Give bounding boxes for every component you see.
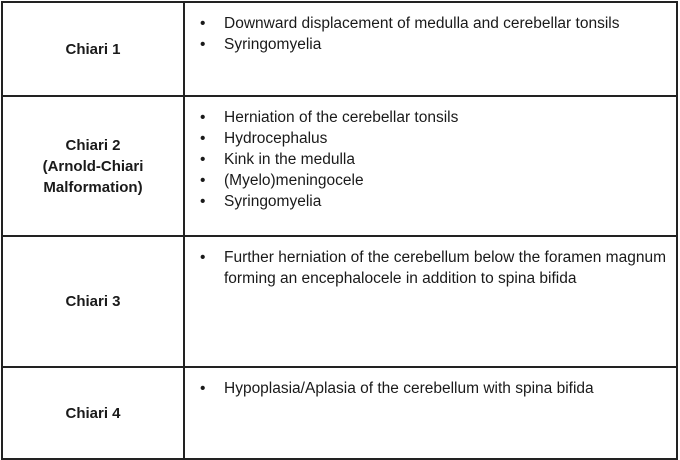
table-row-chiari-3 (2, 236, 677, 367)
feature-item: • Herniation of the cerebellar tonsils (185, 107, 676, 128)
table-row-chiari-4 (2, 367, 677, 459)
table-row-chiari-2 (2, 96, 677, 236)
features-list (185, 237, 676, 289)
features-list (185, 368, 676, 399)
feature-item: • Hypoplasia/Aplasia of the cerebellum with spina bifida (185, 378, 676, 399)
feature-item: • (Myelo)meningocele (185, 170, 676, 191)
features-cell (184, 96, 677, 236)
type-cell (2, 2, 184, 96)
type-label: Chiari 1 (65, 40, 121, 58)
type-sublabel: Malformation) (43, 178, 143, 196)
features-list (185, 97, 676, 212)
features-cell (184, 236, 677, 367)
type-label: Chiari 2 (65, 136, 121, 154)
feature-item: • Hydrocephalus (185, 128, 676, 149)
features-list (185, 3, 676, 55)
type-label: Chiari 3 (65, 293, 121, 310)
feature-item: • Syringomyelia (185, 191, 676, 212)
table-row-chiari-1 (2, 2, 677, 96)
features-cell (184, 367, 677, 459)
features-cell (184, 2, 677, 96)
type-label: Chiari 4 (65, 404, 121, 422)
feature-item: • Kink in the medulla (185, 149, 676, 170)
feature-item: • Syringomyelia (185, 34, 676, 55)
feature-item: • Downward displacement of medulla and cerebellar tonsils (185, 13, 676, 34)
type-cell (2, 367, 184, 459)
chiari-classification-table (1, 1, 678, 460)
type-cell (2, 96, 184, 236)
type-sublabel: (Arnold-Chiari (42, 157, 144, 175)
feature-item: • Further herniation of the cerebellum below the foramen magnum forming an encephalocele in addition to spina bifida (185, 247, 676, 289)
type-cell (2, 236, 184, 367)
